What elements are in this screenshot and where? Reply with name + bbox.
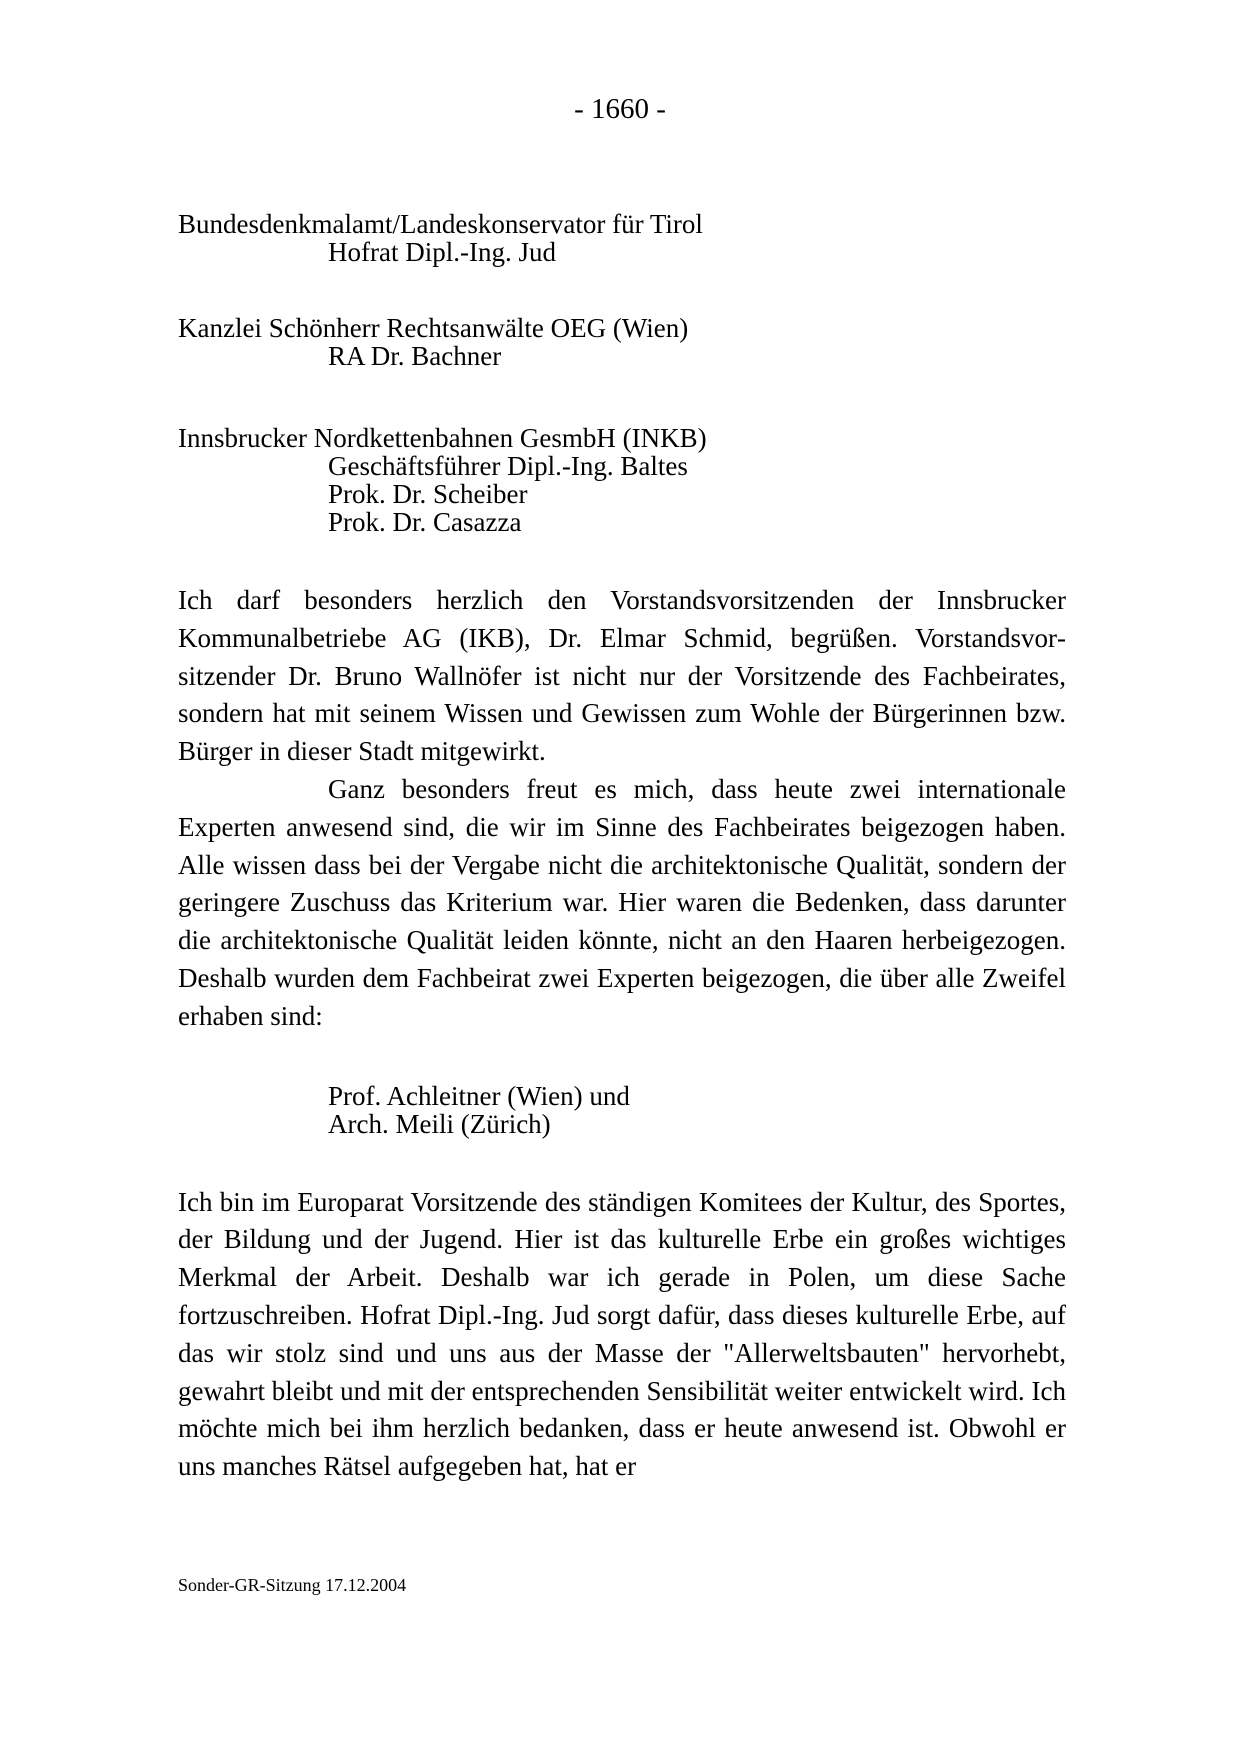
organization-name: Innsbrucker Nordkettenbahnen GesmbH (INKB) <box>178 423 707 453</box>
body-paragraph: Ganz besonders freut es mich, dass heute zwei internationale Experten anwesend sind, die wir im Sinne des Fachbeirates beigezogen haben. Alle wissen dass bei der Vergabe nicht die architektonische Qualität, sondern der geringere Zuschuss das Kriterium war. Hier waren die Bedenken, dass darunter die architektonische Qualität leiden könnte, nicht an den Haaren herbeigezogen. Deshalb wurden dem Fachbeirat zwei Experten beigezogen, die über alle Zweifel erhaben sind: <box>178 773 1066 1031</box>
page-content <box>178 210 1066 1486</box>
page-footer: Sonder-GR-Sitzung 17.12.2004 <box>178 1575 407 1595</box>
body-paragraph: Ich darf besonders herzlich den Vorstandsvorsitzenden der Innsbrucker Kommunalbetriebe AG (IKB), Dr. Elmar Schmid, begrüßen. Vorstandsvorsitzender Dr. Bruno Wallnöfer ist nicht nur der Vorsitzende des Fachbeirates, sondern hat mit seinem Wissen und Gewissen zum Wohle der Bürgerinnen bzw. Bürger in dieser Stadt mitgewirkt. <box>178 585 1066 767</box>
expert-name: Prof. Achleitner (Wien) und <box>328 1080 630 1111</box>
person-name: Prok. Dr. Scheiber <box>328 479 528 509</box>
organization-name: Bundesdenkmalamt/Landeskonservator für Tirol <box>178 209 703 239</box>
page-number: - 1660 - <box>574 93 666 125</box>
attendee-group-bundesdenkmalamt <box>178 210 1066 266</box>
body-paragraph: Ich bin im Europarat Vorsitzende des ständigen Komitees der Kultur, des Sportes, der Bildung und der Jugend. Hier ist das kulturelle Erbe ein großes wichtiges Merkmal der Arbeit. Deshalb war ich gerade in Polen, um diese Sache fortzuschreiben. Hofrat Dipl.-Ing. Jud sorgt dafür, dass dieses kulturelle Erbe, auf das wir stolz sind und uns aus der Masse der "Allerweltsbauten" hervorhebt, gewahrt bleibt und mit der entsprechenden Sensibilität weiter entwickelt wird. Ich möchte mich bei ihm herzlich bedanken, dass er heute anwesend ist. Obwohl er uns manches Rätsel aufgegeben hat, hat er <box>178 1186 1066 1482</box>
expert-list <box>328 1082 1066 1138</box>
organization-name: Kanzlei Schönherr Rechtsanwälte OEG (Wien) <box>178 313 689 343</box>
attendee-group-kanzlei <box>178 314 1066 370</box>
person-name: RA Dr. Bachner <box>328 341 502 371</box>
person-name: Geschäftsführer Dipl.-Ing. Baltes <box>328 451 688 481</box>
person-name: Hofrat Dipl.-Ing. Jud <box>328 237 556 267</box>
attendee-group-inkb <box>178 424 1066 536</box>
expert-name: Arch. Meili (Zürich) <box>328 1108 551 1139</box>
person-name: Prok. Dr. Casazza <box>328 507 522 537</box>
